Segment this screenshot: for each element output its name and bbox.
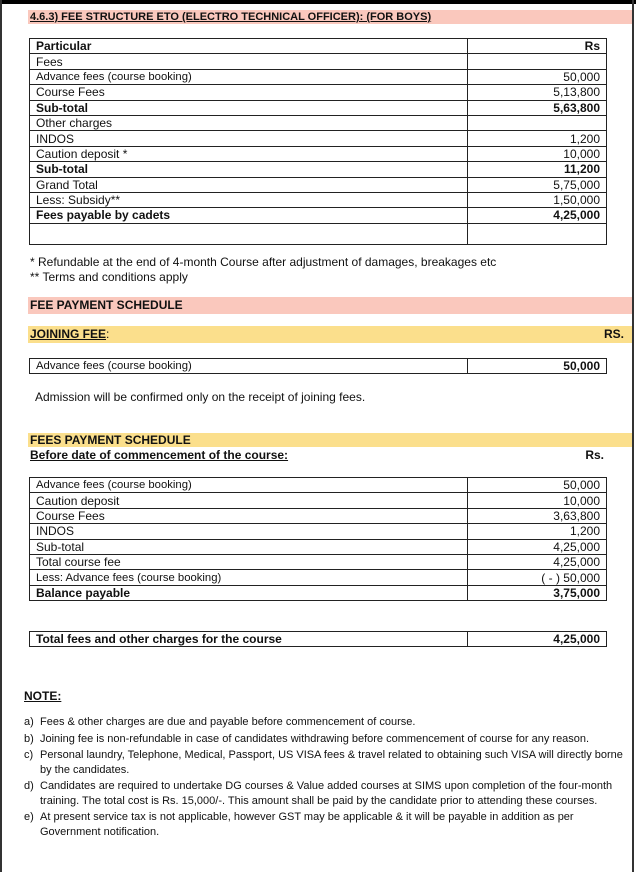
row-value: 4,25,000 — [468, 208, 607, 223]
total-value: 4,25,000 — [468, 632, 607, 647]
schedule-subheading-row — [28, 448, 608, 463]
row-label: Other charges — [30, 115, 468, 130]
footnote-terms: ** Terms and conditions apply — [30, 270, 188, 284]
row-value: 1,200 — [468, 131, 607, 146]
row-value: 10,000 — [468, 146, 607, 161]
table-row — [30, 524, 607, 539]
row-value: 3,75,000 — [468, 585, 607, 600]
table-row — [30, 100, 607, 115]
joining-fee-heading: JOINING FEE — [30, 327, 107, 341]
total-label: Total fees and other charges for the course — [30, 632, 468, 647]
page-border-top — [0, 0, 636, 4]
joining-fee-colon: : — [106, 327, 110, 341]
row-label: Course Fees — [30, 508, 468, 523]
joining-fee-currency: RS. — [603, 327, 624, 341]
note-key: a) — [24, 716, 34, 728]
fees-payment-schedule-heading: FEES PAYMENT SCHEDULE — [30, 433, 191, 447]
note-heading: NOTE: — [24, 689, 62, 703]
table-row — [30, 162, 607, 177]
row-label: Sub-total — [30, 162, 468, 177]
row-label: INDOS — [30, 524, 468, 539]
header-rs: Rs — [468, 39, 607, 54]
row-label: Sub-total — [30, 539, 468, 554]
note-text: Fees & other charges are due and payable before commencement of course. — [40, 716, 416, 728]
note-item — [24, 715, 624, 730]
row-label: Advance fees (course booking) — [30, 359, 468, 374]
row-label: Fees — [30, 54, 468, 69]
note-text: At present service tax is not applicable, however GST may be applicable & it will be payable in addition as per Government notification. — [40, 811, 574, 838]
empty-cell — [30, 223, 468, 244]
row-value: 50,000 — [468, 478, 607, 493]
page-border-left — [0, 0, 2, 872]
row-label: Balance payable — [30, 585, 468, 600]
row-label: Less: Advance fees (course booking) — [30, 570, 468, 585]
notes-list — [24, 715, 624, 841]
table-row — [30, 146, 607, 161]
page-border-right — [632, 0, 634, 872]
table-row — [30, 585, 607, 600]
row-value: 1,200 — [468, 524, 607, 539]
table-row — [30, 192, 607, 207]
joining-fee-band — [28, 326, 632, 343]
table-row — [30, 208, 607, 223]
fees-payment-schedule-band — [28, 433, 632, 447]
note-item — [24, 748, 624, 777]
fee-payment-schedule-band — [28, 297, 632, 314]
row-value: 4,25,000 — [468, 539, 607, 554]
row-label: Course Fees — [30, 85, 468, 100]
note-key: e) — [24, 811, 34, 823]
row-value: 50,000 — [468, 359, 607, 374]
table-row — [30, 554, 607, 569]
schedule-subheading: Before date of commencement of the course: — [30, 448, 289, 462]
note-text: Joining fee is non-refundable in case of candidates withdrawing before commencement of course for any reason. — [40, 732, 590, 745]
row-value: 1,50,000 — [468, 192, 607, 207]
section-title: 4.6.3) FEE STRUCTURE ETO (ELECTRO TECHNICAL OFFICER): (FOR BOYS) — [30, 11, 432, 23]
empty-row — [30, 223, 607, 244]
note-key: b) — [24, 732, 34, 745]
table-row — [30, 54, 607, 69]
fee-structure-table — [29, 38, 607, 245]
table-row — [30, 493, 607, 508]
row-value: 11,200 — [468, 162, 607, 177]
note-item — [24, 779, 624, 808]
table-row — [30, 632, 607, 647]
row-label: Advance fees (course booking) — [30, 478, 468, 493]
joining-fee-table — [29, 358, 607, 374]
note-item — [24, 732, 624, 747]
table-row — [30, 177, 607, 192]
admission-note: Admission will be confirmed only on the receipt of joining fees. — [35, 390, 366, 404]
note-key: d) — [24, 780, 34, 792]
note-item — [24, 810, 624, 839]
row-label: Caution deposit * — [30, 146, 468, 161]
section-title-band — [28, 10, 632, 24]
footnote-refundable: * Refundable at the end of 4-month Course after adjustment of damages, breakages etc — [30, 255, 497, 269]
table-row — [30, 539, 607, 554]
table-row — [30, 131, 607, 146]
table-row — [30, 508, 607, 523]
schedule-table — [29, 477, 607, 601]
row-label: INDOS — [30, 131, 468, 146]
row-label: Grand Total — [30, 177, 468, 192]
row-value — [468, 115, 607, 130]
table-row — [30, 359, 607, 374]
note-key: c) — [24, 749, 34, 761]
total-table — [29, 631, 607, 647]
row-value: 4,25,000 — [468, 554, 607, 569]
row-value — [468, 54, 607, 69]
row-value: 10,000 — [468, 493, 607, 508]
row-value: 3,63,800 — [468, 508, 607, 523]
row-label: Sub-total — [30, 100, 468, 115]
row-label: Caution deposit — [30, 493, 468, 508]
header-particular: Particular — [30, 39, 468, 54]
schedule-currency: Rs. — [585, 448, 604, 462]
row-label: Less: Subsidy** — [30, 192, 468, 207]
table-row — [30, 570, 607, 585]
table-row — [30, 115, 607, 130]
row-label: Total course fee — [30, 554, 468, 569]
fee-payment-schedule-heading: FEE PAYMENT SCHEDULE — [30, 298, 183, 312]
row-value: 5,75,000 — [468, 177, 607, 192]
row-value: 5,13,800 — [468, 85, 607, 100]
row-label: Advance fees (course booking) — [30, 69, 468, 84]
table-row — [30, 85, 607, 100]
row-label: Fees payable by cadets — [30, 208, 468, 223]
table-row — [30, 478, 607, 493]
row-value: 5,63,800 — [468, 100, 607, 115]
empty-cell — [468, 223, 607, 244]
note-text: Candidates are required to undertake DG courses & Value added courses at SIMS upon completion of the four-month training. The total cost is Rs. 15,000/-. This amount shall be paid by the candidate prior to attending these courses. — [40, 780, 613, 807]
note-text: Personal laundry, Telephone, Medical, Passport, US VISA fees & travel related to obtaining such VISA will directly borne by the candidates. — [40, 749, 623, 776]
table-header-row — [30, 39, 607, 54]
table-row — [30, 69, 607, 84]
row-value: ( - ) 50,000 — [468, 570, 607, 585]
row-value: 50,000 — [468, 69, 607, 84]
